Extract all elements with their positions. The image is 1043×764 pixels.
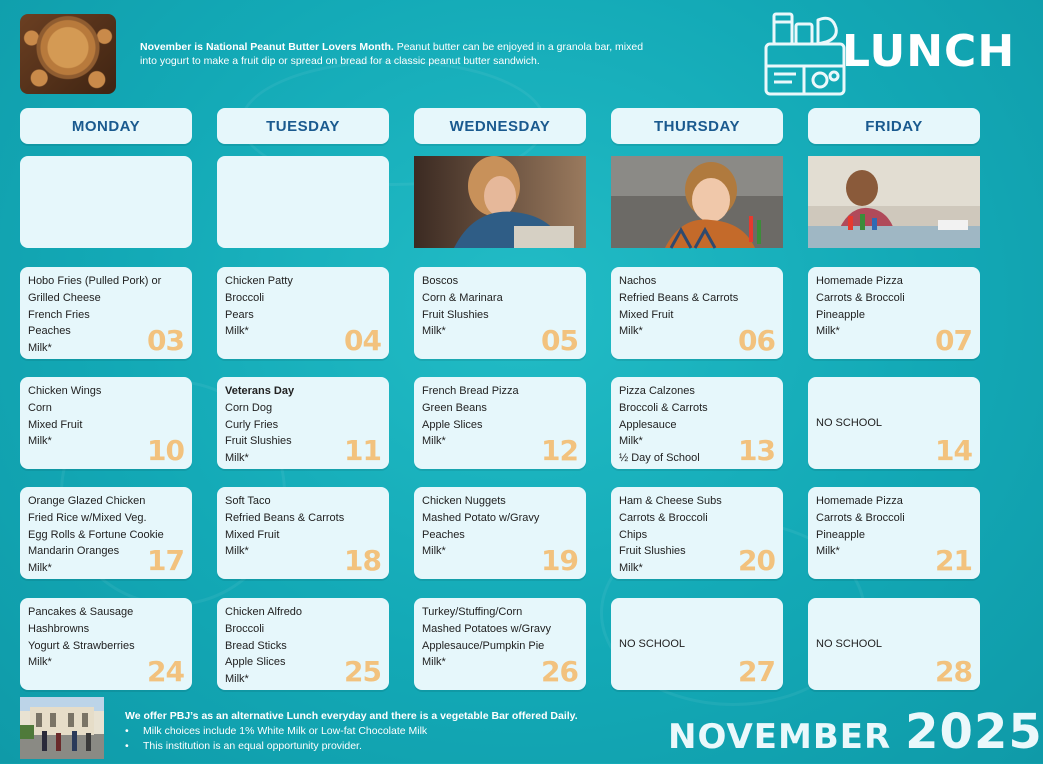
date-number: 21 xyxy=(935,544,972,577)
menu-item: Fruit Slushies xyxy=(225,435,292,448)
month-year-title xyxy=(668,704,1043,760)
menu-item: French Fries xyxy=(28,308,90,321)
menu-cell xyxy=(217,487,389,579)
footer-bullet xyxy=(125,724,578,739)
date-number: 05 xyxy=(541,324,578,357)
menu-item: Ham & Cheese Subs xyxy=(619,495,722,507)
footer-lead: We offer PBJ’s as an alternative Lunch everyday and there is a vegetable Bar offered Daily. xyxy=(125,710,578,722)
date-number: 04 xyxy=(344,324,381,357)
menu-item: Milk* xyxy=(225,545,249,558)
menu-item: Nachos xyxy=(619,275,657,287)
date-number: 17 xyxy=(147,544,184,577)
menu-item: Mixed Fruit xyxy=(28,418,83,431)
date-number: 12 xyxy=(541,434,578,467)
lunch-title: LUNCH xyxy=(842,26,1016,77)
menu-item: Turkey/Stuffing/Corn xyxy=(422,606,523,618)
menu-item: Chicken Patty xyxy=(225,275,293,287)
menu-item: Hashbrowns xyxy=(28,622,90,635)
menu-cell xyxy=(808,598,980,690)
menu-cell xyxy=(20,377,192,469)
menu-cell xyxy=(808,377,980,469)
intro-text xyxy=(140,40,660,68)
menu-item: Boscos xyxy=(422,275,459,287)
menu-item: Refried Beans & Carrots xyxy=(225,511,345,524)
menu-item: Egg Rolls & Fortune Cookie xyxy=(28,528,164,541)
menu-item: Broccoli xyxy=(225,622,265,635)
no-school-note: NO SCHOOL xyxy=(816,416,883,429)
date-number: 06 xyxy=(738,324,775,357)
day-header-wednesday: WEDNESDAY xyxy=(414,108,586,144)
holiday-label: Veterans Day xyxy=(225,385,295,397)
day-header-tuesday: TUESDAY xyxy=(217,108,389,144)
month-label: NOVEMBER xyxy=(668,717,892,757)
empty-photo-cell xyxy=(20,156,192,248)
menu-item: Carrots & Broccoli xyxy=(816,511,905,524)
menu-item: Milk* xyxy=(816,545,840,558)
menu-item: Milk* xyxy=(28,656,52,669)
menu-item: Corn xyxy=(28,401,52,414)
menu-item: Soft Taco xyxy=(225,495,271,507)
menu-cell xyxy=(217,377,389,469)
menu-item: Milk* xyxy=(422,435,446,448)
menu-item: Applesauce/Pumpkin Pie xyxy=(422,639,545,652)
day-header-friday: FRIDAY xyxy=(808,108,980,144)
menu-cell xyxy=(414,487,586,579)
menu-cell xyxy=(217,598,389,690)
menu-item: Milk* xyxy=(619,325,643,338)
date-number: 13 xyxy=(738,434,775,467)
menu-item: Pancakes & Sausage xyxy=(28,606,134,618)
intro-bold: November is National Peanut Butter Lovers Month. xyxy=(140,41,394,53)
footer-notes xyxy=(125,709,578,754)
children-art-class-photo xyxy=(808,156,980,248)
menu-cell xyxy=(808,267,980,359)
date-number: 26 xyxy=(541,655,578,688)
date-number: 24 xyxy=(147,655,184,688)
date-number: 20 xyxy=(738,544,775,577)
date-number: 07 xyxy=(935,324,972,357)
day-header-monday: MONDAY xyxy=(20,108,192,144)
menu-item: Chips xyxy=(619,528,648,541)
menu-item: Carrots & Broccoli xyxy=(619,511,708,524)
date-number: 10 xyxy=(147,434,184,467)
menu-item: Grilled Cheese xyxy=(28,291,101,304)
menu-item: Chicken Alfredo xyxy=(225,606,303,618)
menu-item: Apple Slices xyxy=(225,656,286,669)
menu-item: Mashed Potato w/Gravy xyxy=(422,511,540,524)
menu-cell xyxy=(20,487,192,579)
menu-item: Broccoli xyxy=(225,291,265,304)
menu-item: Pears xyxy=(225,308,254,321)
footer-bullet xyxy=(125,739,578,754)
menu-item: Milk* xyxy=(225,325,249,338)
menu-item: Milk* xyxy=(225,673,249,686)
menu-item: Yogurt & Strawberries xyxy=(28,639,135,652)
menu-item: Applesauce xyxy=(619,418,677,431)
menu-item: Peaches xyxy=(28,325,71,338)
menu-cell xyxy=(808,487,980,579)
menu-cell xyxy=(611,377,783,469)
bullet-glyph: • xyxy=(125,740,129,752)
day-header-thursday: THURSDAY xyxy=(611,108,783,144)
menu-cell xyxy=(611,487,783,579)
menu-item: Milk* xyxy=(619,435,643,448)
footer-bullet-text: This institution is an equal opportunity provider. xyxy=(143,740,362,752)
menu-item: Milk* xyxy=(28,562,52,575)
no-school-note: NO SCHOOL xyxy=(816,637,883,650)
date-number: 28 xyxy=(935,655,972,688)
menu-cell xyxy=(611,598,783,690)
date-number: 25 xyxy=(344,655,381,688)
menu-item: Milk* xyxy=(28,342,52,355)
menu-item: Mandarin Oranges xyxy=(28,545,120,558)
date-number: 14 xyxy=(935,434,972,467)
menu-item: Carrots & Broccoli xyxy=(816,291,905,304)
school-students-photo xyxy=(20,697,104,759)
menu-item: Pineapple xyxy=(816,528,865,541)
menu-item: Homemade Pizza xyxy=(816,275,903,287)
menu-cell xyxy=(20,267,192,359)
menu-item: Green Beans xyxy=(422,401,487,414)
date-number: 18 xyxy=(344,544,381,577)
menu-item: Fruit Slushies xyxy=(619,545,686,558)
menu-item: Fruit Slushies xyxy=(422,308,489,321)
footer-bullet-text: Milk choices include 1% White Milk or Low-fat Chocolate Milk xyxy=(143,725,428,737)
no-school-note: NO SCHOOL xyxy=(619,637,686,650)
empty-photo-cell xyxy=(217,156,389,248)
year-label: 2025 xyxy=(905,704,1043,760)
menu-item: Fried Rice w/Mixed Veg. xyxy=(28,511,147,524)
bullet-glyph: • xyxy=(125,725,129,737)
menu-cell xyxy=(414,598,586,690)
menu-cell xyxy=(20,598,192,690)
menu-cell xyxy=(414,377,586,469)
menu-item: Broccoli & Carrots xyxy=(619,401,708,414)
menu-item: Corn & Marinara xyxy=(422,291,503,304)
menu-item: Peaches xyxy=(422,528,465,541)
menu-item: Mashed Potatoes w/Gravy xyxy=(422,622,552,635)
boy-coloring-photo xyxy=(611,156,783,248)
menu-item: Apple Slices xyxy=(422,418,483,431)
menu-item: Milk* xyxy=(225,452,249,465)
date-number: 03 xyxy=(147,324,184,357)
menu-item: Orange Glazed Chicken xyxy=(28,495,146,507)
date-number: 27 xyxy=(738,655,775,688)
menu-item: Corn Dog xyxy=(225,401,273,414)
menu-item: Chicken Wings xyxy=(28,385,102,397)
menu-cell xyxy=(414,267,586,359)
lunch-tray-icon xyxy=(760,8,852,100)
menu-item: Curly Fries xyxy=(225,418,279,431)
menu-item: Milk* xyxy=(422,325,446,338)
menu-item: Milk* xyxy=(28,435,52,448)
menu-item: Homemade Pizza xyxy=(816,495,903,507)
menu-item: Milk* xyxy=(619,562,643,575)
menu-item: Hobo Fries (Pulled Pork) or xyxy=(28,275,162,287)
menu-item: French Bread Pizza xyxy=(422,385,519,397)
menu-item: ½ Day of School xyxy=(619,452,700,465)
date-number: 11 xyxy=(344,434,381,467)
menu-item: Refried Beans & Carrots xyxy=(619,291,739,304)
child-drawing-photo xyxy=(414,156,586,248)
menu-item: Milk* xyxy=(422,656,446,669)
date-number: 19 xyxy=(541,544,578,577)
peanut-butter-photo xyxy=(20,14,116,94)
menu-cell xyxy=(611,267,783,359)
menu-item: Pizza Calzones xyxy=(619,385,695,397)
menu-item: Mixed Fruit xyxy=(225,528,280,541)
menu-cell xyxy=(217,267,389,359)
menu-item: Chicken Nuggets xyxy=(422,495,506,507)
menu-item: Milk* xyxy=(816,325,840,338)
menu-item: Mixed Fruit xyxy=(619,308,674,321)
menu-item: Bread Sticks xyxy=(225,639,287,652)
intro-body: Peanut butter can be enjoyed in a granola bar, mixed into yogurt to make a fruit dip or spread on bread for a classic peanut butter sandwich. xyxy=(140,41,644,67)
menu-item: Milk* xyxy=(422,545,446,558)
menu-item: Pineapple xyxy=(816,308,865,321)
